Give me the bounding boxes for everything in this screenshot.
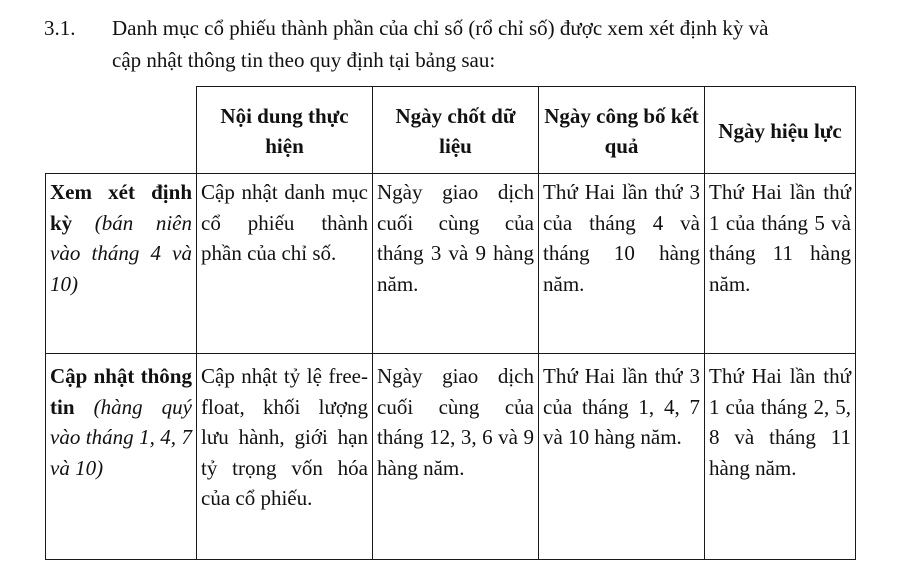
header-blank-cell	[46, 87, 197, 174]
section-intro-line-2: cập nhật thông tin theo quy định tại bảng sau:	[112, 48, 496, 72]
row-label-cell	[46, 354, 197, 560]
cell-content: Cập nhật tỷ lệ free-float, khối lượng lưu hành, giới hạn tỷ trọng vốn hóa của cổ phiếu.	[197, 354, 373, 560]
cell-announce: Thứ Hai lần thứ 3 của tháng 1, 4, 7 và 10 hàng năm.	[539, 354, 705, 560]
row-label-cell	[46, 174, 197, 354]
section-intro-line-1: Danh mục cổ phiếu thành phần của chỉ số (rổ chỉ số) được xem xét định kỳ và	[112, 16, 769, 40]
table-header-row	[46, 87, 856, 174]
header-data-cutoff: Ngày chốt dữ liệu	[373, 87, 539, 174]
table-row	[46, 174, 856, 354]
cell-data-cutoff: Ngày giao dịch cuối cùng của tháng 3 và 9 hàng năm.	[373, 174, 539, 354]
cell-content: Cập nhật danh mục cổ phiếu thành phần của chỉ số.	[197, 174, 373, 354]
header-announce: Ngày công bố kết quả	[539, 87, 705, 174]
review-schedule-table	[45, 86, 856, 560]
row-note: (hàng quý vào tháng 1, 4, 7 và 10)	[50, 394, 192, 480]
header-content: Nội dung thực hiện	[197, 87, 373, 174]
row-title: Cập nhật thông tin	[50, 364, 192, 419]
cell-effective: Thứ Hai lần thứ 1 của tháng 5 và tháng 11 hàng năm.	[705, 174, 856, 354]
section-number: 3.1.	[44, 16, 76, 40]
cell-data-cutoff: Ngày giao dịch cuối cùng của tháng 12, 3, 6 và 9 hàng năm.	[373, 354, 539, 560]
table-row	[46, 354, 856, 560]
row-note: (bán niên vào tháng 4 và 10)	[50, 210, 192, 296]
cell-announce: Thứ Hai lần thứ 3 của tháng 4 và tháng 10 hàng năm.	[539, 174, 705, 354]
header-effective: Ngày hiệu lực	[705, 87, 856, 174]
cell-effective: Thứ Hai lần thứ 1 của tháng 2, 5, 8 và tháng 11 hàng năm.	[705, 354, 856, 560]
row-title: Xem xét định kỳ	[50, 180, 192, 235]
